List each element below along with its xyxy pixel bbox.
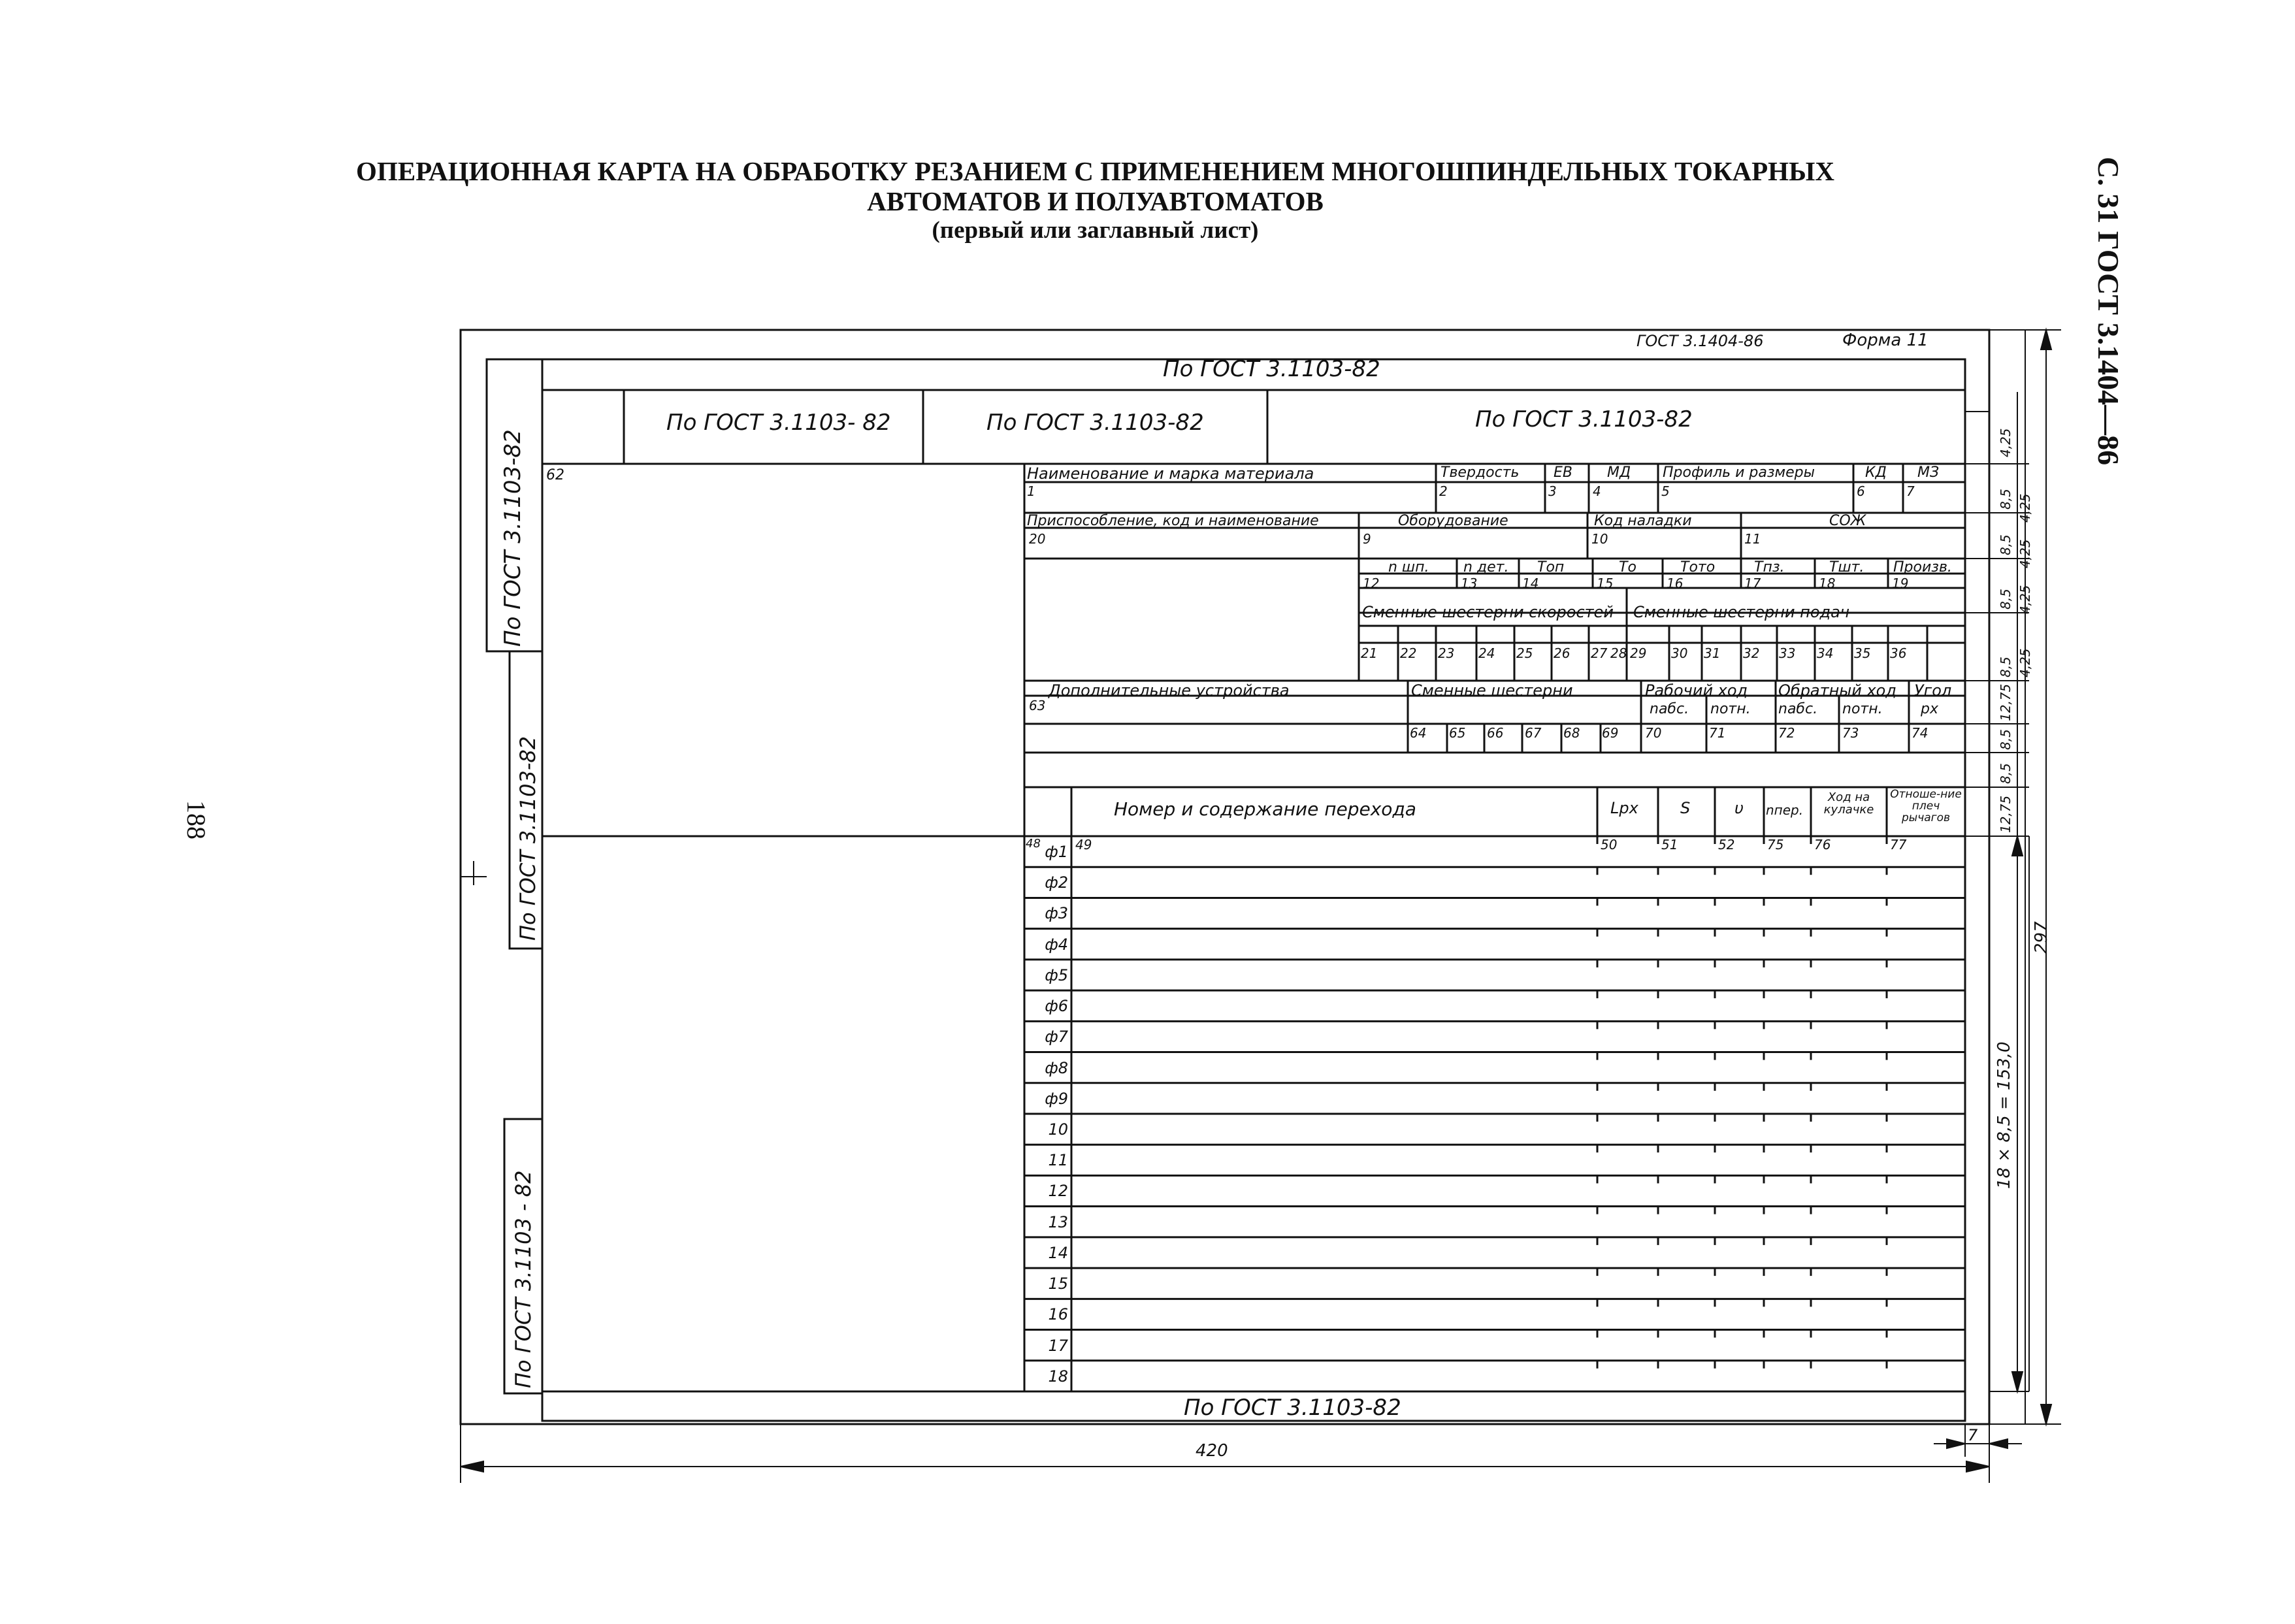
gost-ref-bottom: По ГОСТ 3.1103-82 <box>1184 1395 1401 1421</box>
field-19: 19 <box>1892 576 1909 591</box>
document-title-line-2: АВТОМАТОВ И ПОЛУАВТОМАТОВ <box>867 186 1324 216</box>
side-stamp-1: По ГОСТ 3.1103-82 <box>500 429 526 647</box>
material-label: Наименование и марка материала <box>1027 464 1314 483</box>
mz-label: МЗ <box>1917 464 1940 481</box>
dim-chain-label: 8,5 <box>1998 657 2013 677</box>
rx-label: рх <box>1921 701 1938 717</box>
field-73: 73 <box>1842 725 1859 741</box>
gear-field-27: 27 <box>1591 645 1608 661</box>
gear-field-35: 35 <box>1854 645 1871 661</box>
transition-row-number: ф7 <box>1045 1028 1068 1047</box>
field-75: 75 <box>1767 837 1784 853</box>
n-detail-label: n дет. <box>1463 559 1509 576</box>
transition-row-number: ф3 <box>1045 904 1068 923</box>
dim-width-420: 420 <box>1196 1441 1228 1461</box>
field-4: 4 <box>1593 483 1601 499</box>
field-5: 5 <box>1661 483 1670 499</box>
n-abs-label: nабс. <box>1650 701 1689 717</box>
dim-chain-label: 8,5 <box>1998 729 2013 750</box>
field-52: 52 <box>1718 837 1735 853</box>
transition-row-number: 12 <box>1048 1182 1068 1201</box>
gear-field-34: 34 <box>1817 645 1834 661</box>
document-subtitle: (первый или заглавный лист) <box>932 217 1259 244</box>
l-rx-label: Lрх <box>1610 799 1638 817</box>
transition-row-number: ф8 <box>1045 1058 1068 1077</box>
equipment-label: Оборудование <box>1398 513 1508 529</box>
field-16: 16 <box>1667 576 1684 591</box>
field-3: 3 <box>1548 483 1557 499</box>
field-67: 67 <box>1525 725 1542 741</box>
s-label: S <box>1680 799 1691 817</box>
coolant-label: СОЖ <box>1829 513 1866 529</box>
n-per-label: nпер. <box>1766 802 1804 818</box>
field-11: 11 <box>1744 531 1761 547</box>
side-stamp-2: По ГОСТ 3.1103-82 <box>515 736 540 941</box>
standard-ref: ГОСТ 3.1404-86 <box>1636 332 1764 350</box>
field-12: 12 <box>1363 576 1380 591</box>
gear-field-32: 32 <box>1743 645 1760 661</box>
transition-row-number: 17 <box>1048 1336 1068 1355</box>
gost-ref-b: По ГОСТ 3.1103-82 <box>986 410 1204 436</box>
dim-chain-label: 4,25 <box>2017 585 2033 614</box>
return-stroke-label: Обратный ход <box>1778 681 1896 700</box>
field-10: 10 <box>1591 531 1608 547</box>
dim-right-gap-7: 7 <box>1968 1426 1978 1444</box>
transition-row-number: ф5 <box>1045 966 1068 984</box>
field-63: 63 <box>1029 698 1046 713</box>
transition-label: Номер и содержание перехода <box>1114 798 1416 820</box>
gear-field-25: 25 <box>1516 645 1533 661</box>
cam-stroke-label: Ход на кулачке <box>1823 790 1874 817</box>
gear-field-36: 36 <box>1890 645 1907 661</box>
v-label: υ <box>1734 799 1744 817</box>
field-62: 62 <box>546 467 564 483</box>
md-label: МД <box>1607 464 1631 481</box>
n-otn-return-label: nотн. <box>1842 701 1883 717</box>
lever-ratio-label: Отноше-ние плеч рычагов <box>1890 788 1962 824</box>
field-65: 65 <box>1449 725 1466 741</box>
transition-row-number: 13 <box>1048 1212 1068 1231</box>
work-stroke-label: Рабочий ход <box>1645 681 1748 700</box>
t-op-label: Топ <box>1537 559 1565 576</box>
n-abs-return-label: nабс. <box>1778 701 1818 717</box>
transition-row-number: 14 <box>1048 1243 1068 1262</box>
field-51: 51 <box>1661 837 1678 853</box>
setup-code-label: Код наладки <box>1594 513 1692 529</box>
gear-field-24: 24 <box>1478 645 1495 661</box>
form-number: Форма 11 <box>1842 331 1929 350</box>
gost-ref-c: По ГОСТ 3.1103-82 <box>1475 406 1693 432</box>
dim-chain-label: 8,5 <box>1998 763 2013 784</box>
dim-chain-label: 4,25 <box>1998 428 2013 457</box>
field-13: 13 <box>1461 576 1478 591</box>
transition-row-number: 18 <box>1048 1367 1068 1386</box>
field-70: 70 <box>1645 725 1662 741</box>
angle-label: Угол <box>1914 681 1952 700</box>
gear-field-23: 23 <box>1438 645 1455 661</box>
document-title-line-1: ОПЕРАЦИОННАЯ КАРТА НА ОБРАБОТКУ РЕЗАНИЕМ С ПРИМЕНЕНИЕМ МНОГОШПИНДЕЛЬНЫХ ТОКАРНЫХ <box>356 156 1834 186</box>
field-49: 49 <box>1075 837 1092 853</box>
n-otn-label: nотн. <box>1710 701 1751 717</box>
side-stamp-3: По ГОСТ 3.1103 - 82 <box>511 1170 536 1388</box>
field-76: 76 <box>1814 837 1831 853</box>
field-68: 68 <box>1563 725 1580 741</box>
field-14: 14 <box>1522 576 1539 591</box>
field-20: 20 <box>1029 531 1046 547</box>
feed-gears-label: Сменные шестерни подач <box>1633 603 1850 621</box>
dim-chain-label: 12,75 <box>1998 795 2013 833</box>
t-o-label: То <box>1619 559 1636 576</box>
transition-row-number: 16 <box>1048 1305 1068 1324</box>
gear-field-30: 30 <box>1671 645 1688 661</box>
field-17: 17 <box>1744 576 1761 591</box>
dim-chain-label: 4,25 <box>2017 539 2033 568</box>
field-64: 64 <box>1410 725 1427 741</box>
field-48: 48 <box>1026 837 1041 851</box>
dim-rows-height: 18 × 8,5 = 153,0 <box>1994 1041 2014 1189</box>
gear-field-29: 29 <box>1630 645 1647 661</box>
hardness-label: Твердость <box>1440 464 1520 481</box>
field-1: 1 <box>1027 483 1035 499</box>
gear-field-22: 22 <box>1400 645 1417 661</box>
ev-label: ЕВ <box>1554 464 1572 481</box>
transition-row-number: ф4 <box>1045 935 1068 954</box>
gear-field-21: 21 <box>1361 645 1378 661</box>
gear-field-26: 26 <box>1554 645 1571 661</box>
speed-gears-label: Сменные шестерни скоростей <box>1362 603 1614 621</box>
dim-chain-label: 8,5 <box>1998 534 2013 555</box>
dim-chain-label: 8,5 <box>1998 589 2013 609</box>
dim-chain-label: 4,25 <box>2017 648 2033 677</box>
transition-row-number: ф9 <box>1045 1089 1068 1108</box>
field-66: 66 <box>1487 725 1504 741</box>
gear-field-31: 31 <box>1704 645 1721 661</box>
productivity-label: Произв. <box>1893 559 1952 576</box>
field-6: 6 <box>1857 483 1865 499</box>
t-pz-label: Тпз. <box>1754 559 1785 576</box>
extra-devices-label: Дополнительные устройства <box>1049 681 1290 700</box>
transition-row-number: ф1 <box>1045 843 1068 861</box>
field-77: 77 <box>1890 837 1907 853</box>
fixture-label: Приспособление, код и наименование <box>1027 513 1319 529</box>
change-gears-label: Сменные шестерни <box>1411 681 1573 700</box>
field-15: 15 <box>1597 576 1614 591</box>
field-71: 71 <box>1709 725 1726 741</box>
gost-ref-top: По ГОСТ 3.1103-82 <box>1163 356 1380 382</box>
transition-row-number: 10 <box>1048 1120 1068 1139</box>
dim-chain-label: 8,5 <box>1998 489 2013 510</box>
field-74: 74 <box>1912 725 1929 741</box>
transition-row-number: ф2 <box>1045 873 1068 892</box>
dim-chain-label: 4,25 <box>2017 493 2033 523</box>
field-72: 72 <box>1778 725 1795 741</box>
dim-height-297: 297 <box>2032 921 2051 954</box>
transition-row-number: 15 <box>1048 1275 1068 1293</box>
n-spindle-label: n шп. <box>1388 559 1429 576</box>
page-number: 188 <box>182 800 211 839</box>
side-reference: С. 31 ГОСТ 3.1404—86 <box>2092 157 2125 466</box>
transition-row-number: ф6 <box>1045 997 1068 1016</box>
field-69: 69 <box>1602 725 1619 741</box>
profile-label: Профиль и размеры <box>1663 464 1815 481</box>
gear-field-33: 33 <box>1779 645 1796 661</box>
field-18: 18 <box>1819 576 1836 591</box>
gost-ref-a: По ГОСТ 3.1103- 82 <box>666 410 891 436</box>
field-7: 7 <box>1906 483 1915 499</box>
field-50: 50 <box>1601 837 1618 853</box>
field-9: 9 <box>1363 531 1371 547</box>
gear-field-28: 28 <box>1610 645 1627 661</box>
field-2: 2 <box>1439 483 1448 499</box>
t-sht-label: Тшт. <box>1829 559 1864 576</box>
transition-row-number: 11 <box>1048 1151 1068 1170</box>
t-oto-label: Тото <box>1680 559 1716 576</box>
dim-chain-label: 12,75 <box>1998 683 2013 721</box>
kd-label: КД <box>1865 464 1887 481</box>
